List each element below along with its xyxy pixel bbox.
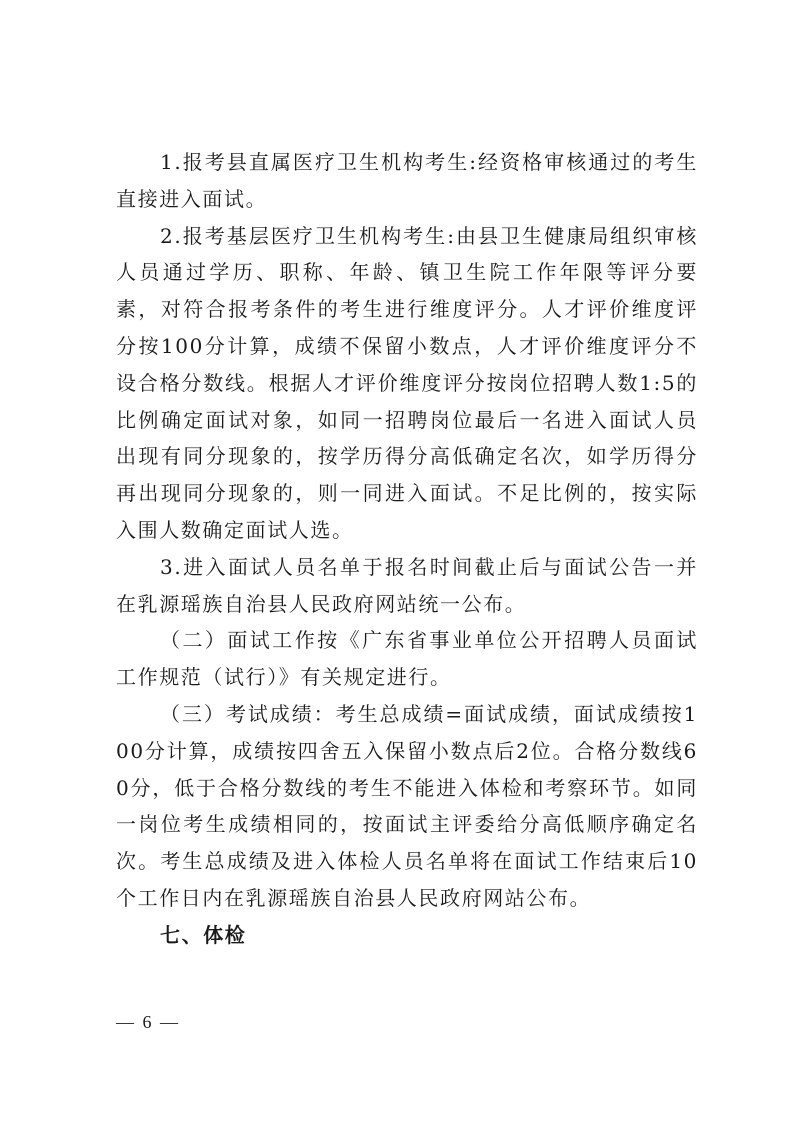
section-heading: 七、体检 [160, 922, 247, 947]
page-number: — 6 — [116, 1012, 180, 1032]
paragraph-4: （二）面试工作按《广东省事业单位公开招聘人员面试工作规范（试行）》有关规定进行。 [116, 628, 698, 690]
paragraph-3: 3.进入面试人员名单于报名时间截止后与面试公告一并在乳源瑶族自治县人民政府网站统一公布。 [116, 554, 698, 616]
paragraph-1: 1.报考县直属医疗卫生机构考生:经资格审核通过的考生直接进入面试。 [116, 150, 698, 211]
paragraph-2: 2.报考基层医疗卫生机构考生:由县卫生健康局组织审核人员通过学历、职称、年龄、镇卫生院工作年限等评分要素，对符合报考条件的考生进行维度评分。人才评价维度评分按100分计算，成绩不保留小数点，人才评价维度评分不设合格分数线。根据人才评价维度评分按岗位招聘人数1:5的比例确定面试对象，如同一招聘岗位最后一名进入面试人员出现有同分现象的，按学历得分高低确定名次，如学历得分再出现同分现象的，则一同进入面试。不足比例的，按实际入围人数确定面试人选。 [116, 223, 698, 542]
paragraph-5: （三）考试成绩：考生总成绩=面试成绩，面试成绩按100分计算，成绩按四舍五入保留小数点后2位。合格分数线60分，低于合格分数线的考生不能进入体检和考察环节。如同一岗位考生成绩相同的，按面试主评委给分高低顺序确定名次。考生总成绩及进入体检人员名单将在面试工作结束后10个工作日内在乳源瑶族自治县人民政府网站公布。 [116, 701, 698, 910]
document-body [116, 144, 698, 954]
